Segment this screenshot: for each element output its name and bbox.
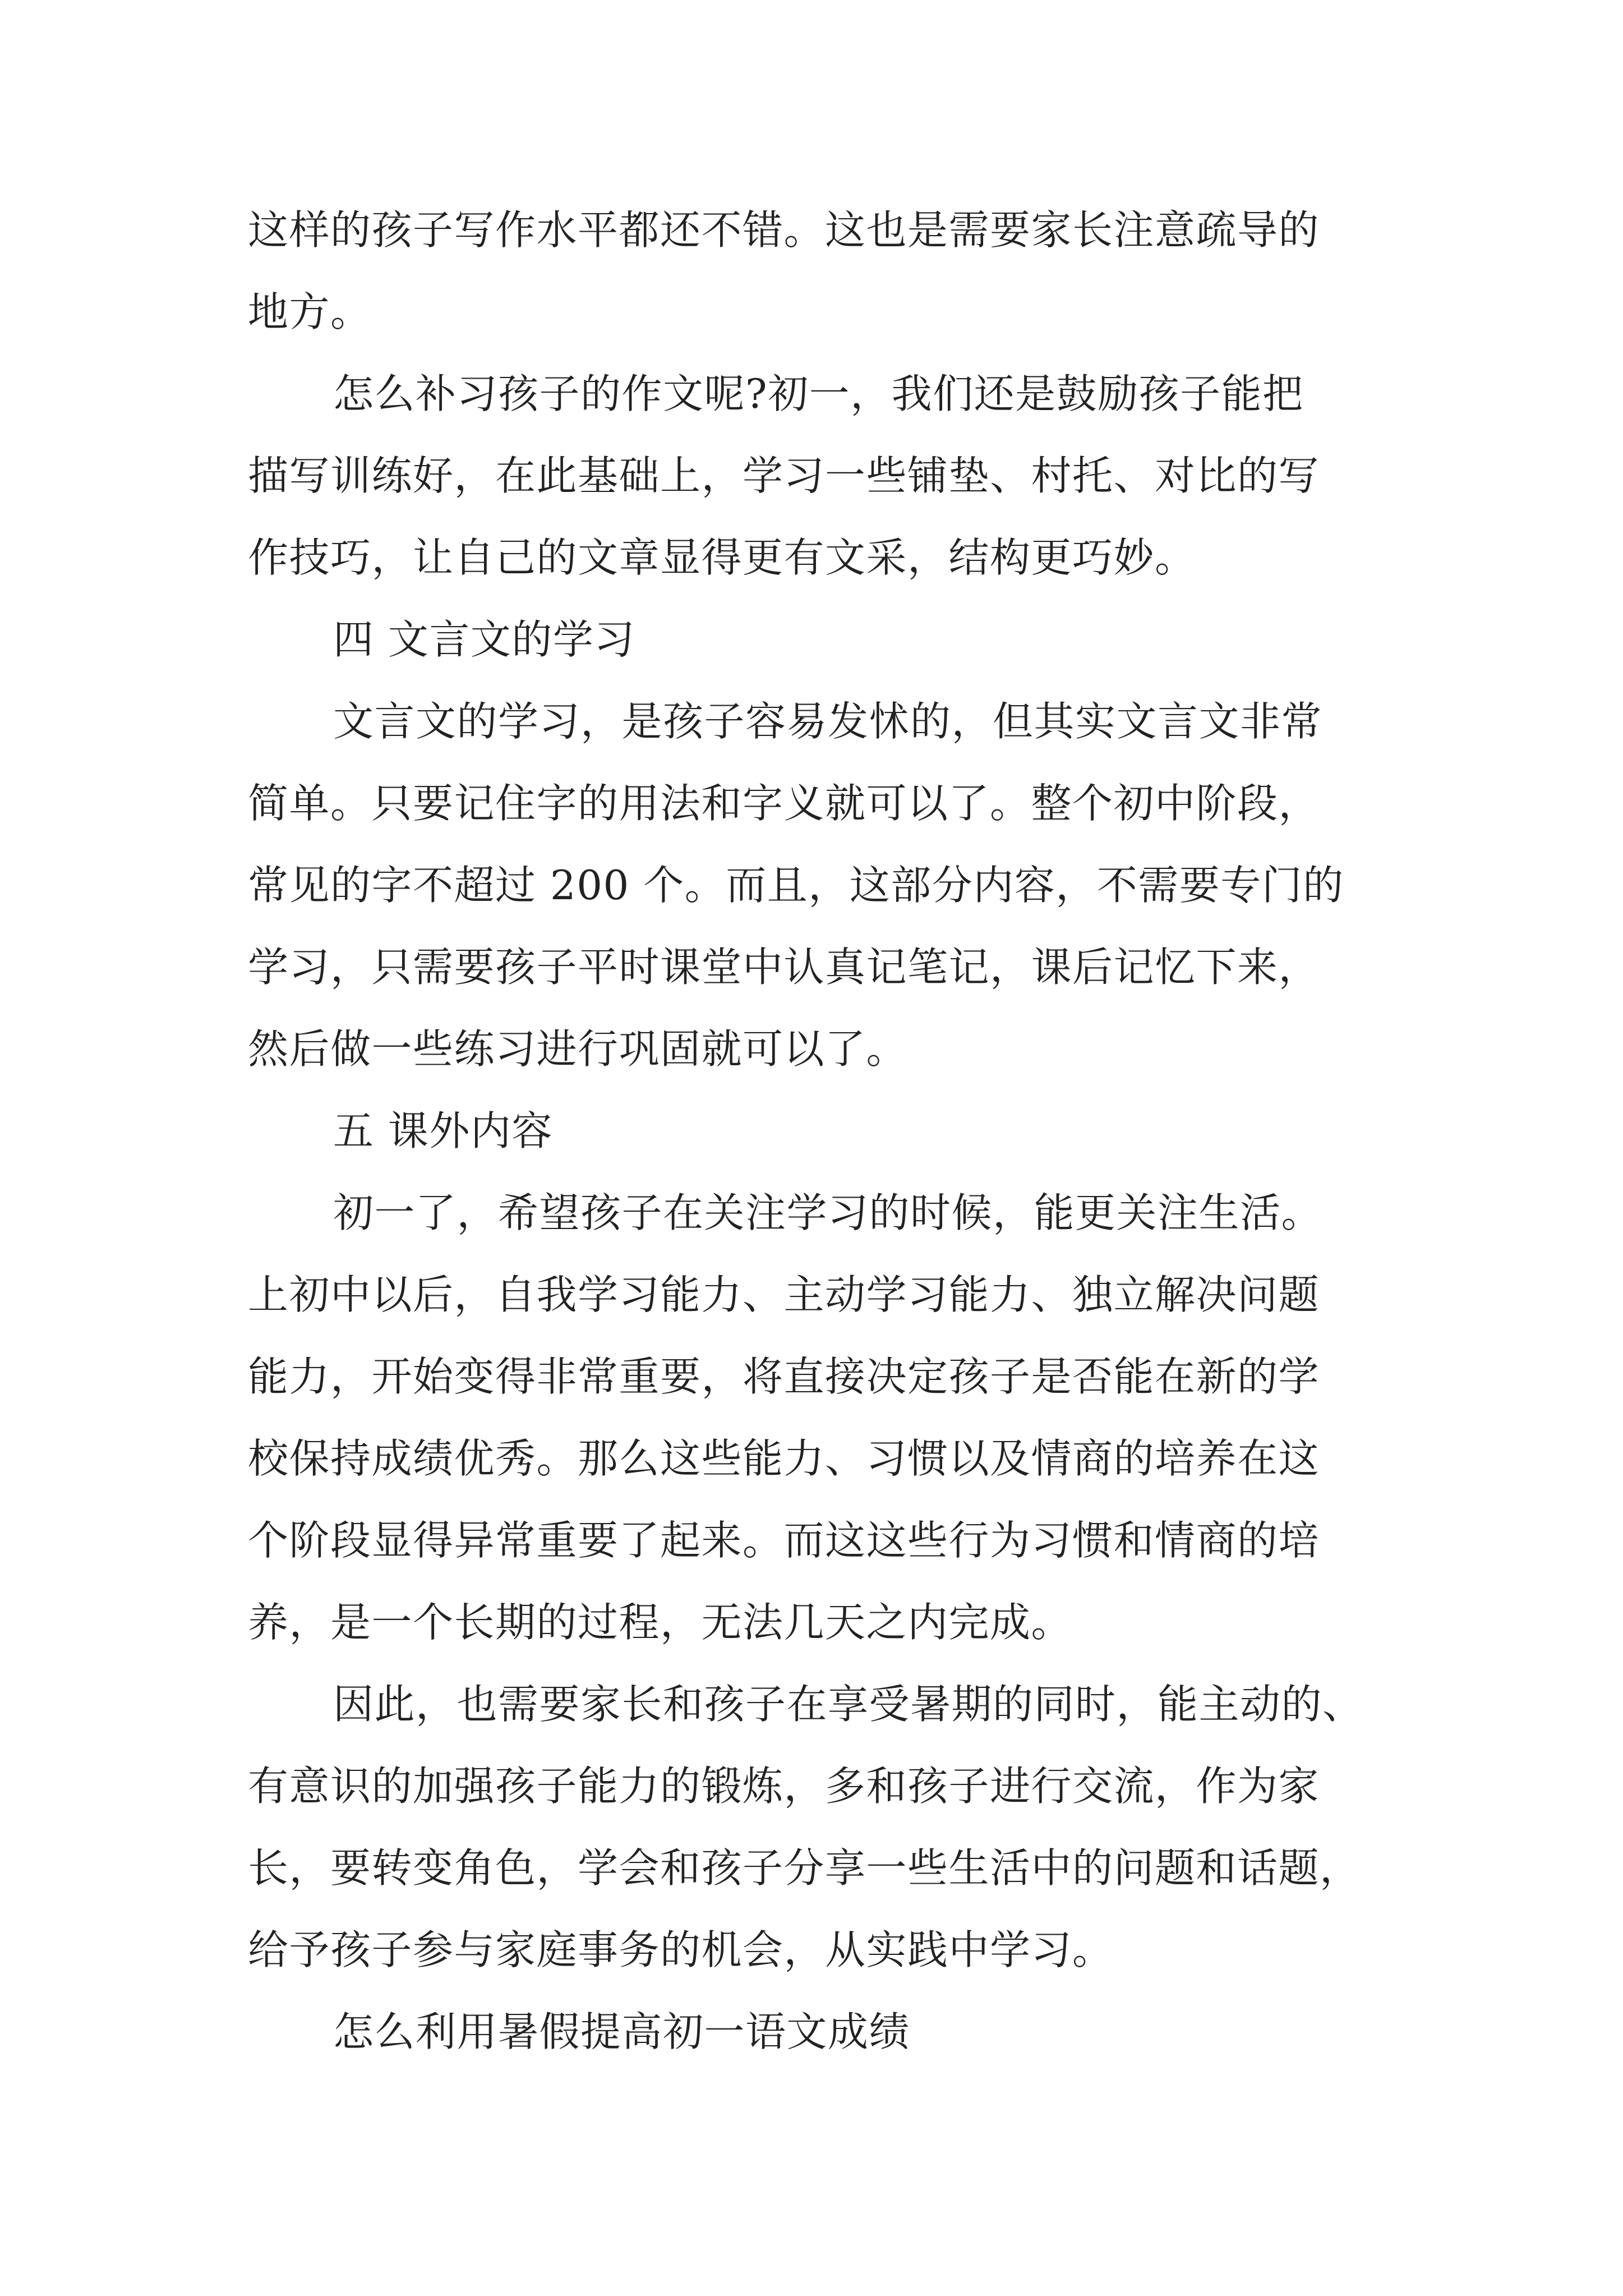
text-line: 上初中以后，自我学习能力、主动学习能力、独立解决问题 — [248, 1271, 1320, 1318]
paragraph-start: 初一了，希望孩子在关注学习的时候，能更关注生活。 — [333, 1189, 1323, 1236]
text-line: 长，要转变角色，学会和孩子分享一些生活中的问题和话题， — [248, 1844, 1361, 1892]
text-line: 校保持成绩优秀。那么这些能力、习惯以及情商的培养在这 — [248, 1435, 1320, 1482]
text-line: 养，是一个长期的过程，无法几天之内完成。 — [248, 1599, 1073, 1646]
paragraph-start: 因此，也需要家长和孩子在享受暑期的同时，能主动的、 — [333, 1681, 1364, 1728]
section-heading: 五 课外内容 — [333, 1107, 553, 1154]
text-line: 能力，开始变得非常重要，将直接决定孩子是否能在新的学 — [248, 1353, 1320, 1400]
text-line: 学习，只需要孩子平时课堂中认真记笔记，课后记忆下来， — [248, 944, 1320, 991]
text-line: 地方。 — [248, 288, 372, 335]
text-line: 有意识的加强孩子能力的锻炼，多和孩子进行交流，作为家 — [248, 1763, 1320, 1810]
section-heading: 四 文言文的学习 — [333, 616, 635, 663]
text-line: 给予孩子参与家庭事务的机会，从实践中学习。 — [248, 1926, 1114, 1973]
text-line: 作技巧，让自己的文章显得更有文采，结构更巧妙。 — [248, 534, 1196, 581]
text-line: 简单。只要记住字的用法和字义就可以了。整个初中阶段， — [248, 780, 1320, 827]
text-line: 描写训练好，在此基础上，学习一些铺垫、村托、对比的写 — [248, 452, 1320, 499]
text-line: 个阶段显得异常重要了起来。而这这些行为习惯和情商的培 — [248, 1517, 1320, 1564]
paragraph-start: 怎么补习孩子的作文呢?初一，我们还是鼓励孩子能把 — [333, 370, 1304, 417]
paragraph-start: 文言文的学习，是孩子容易发怵的，但其实文言文非常 — [333, 698, 1323, 745]
text-line: 常见的字不超过 200 个。而且，这部分内容，不需要专门的 — [248, 862, 1344, 909]
section-heading: 怎么利用暑假提高初一语文成绩 — [333, 2008, 911, 2055]
text-line: 然后做一些练习进行巩固就可以了。 — [248, 1025, 908, 1073]
text-line: 这样的孩子写作水平都还不错。这也是需要家长注意疏导的 — [248, 206, 1320, 254]
